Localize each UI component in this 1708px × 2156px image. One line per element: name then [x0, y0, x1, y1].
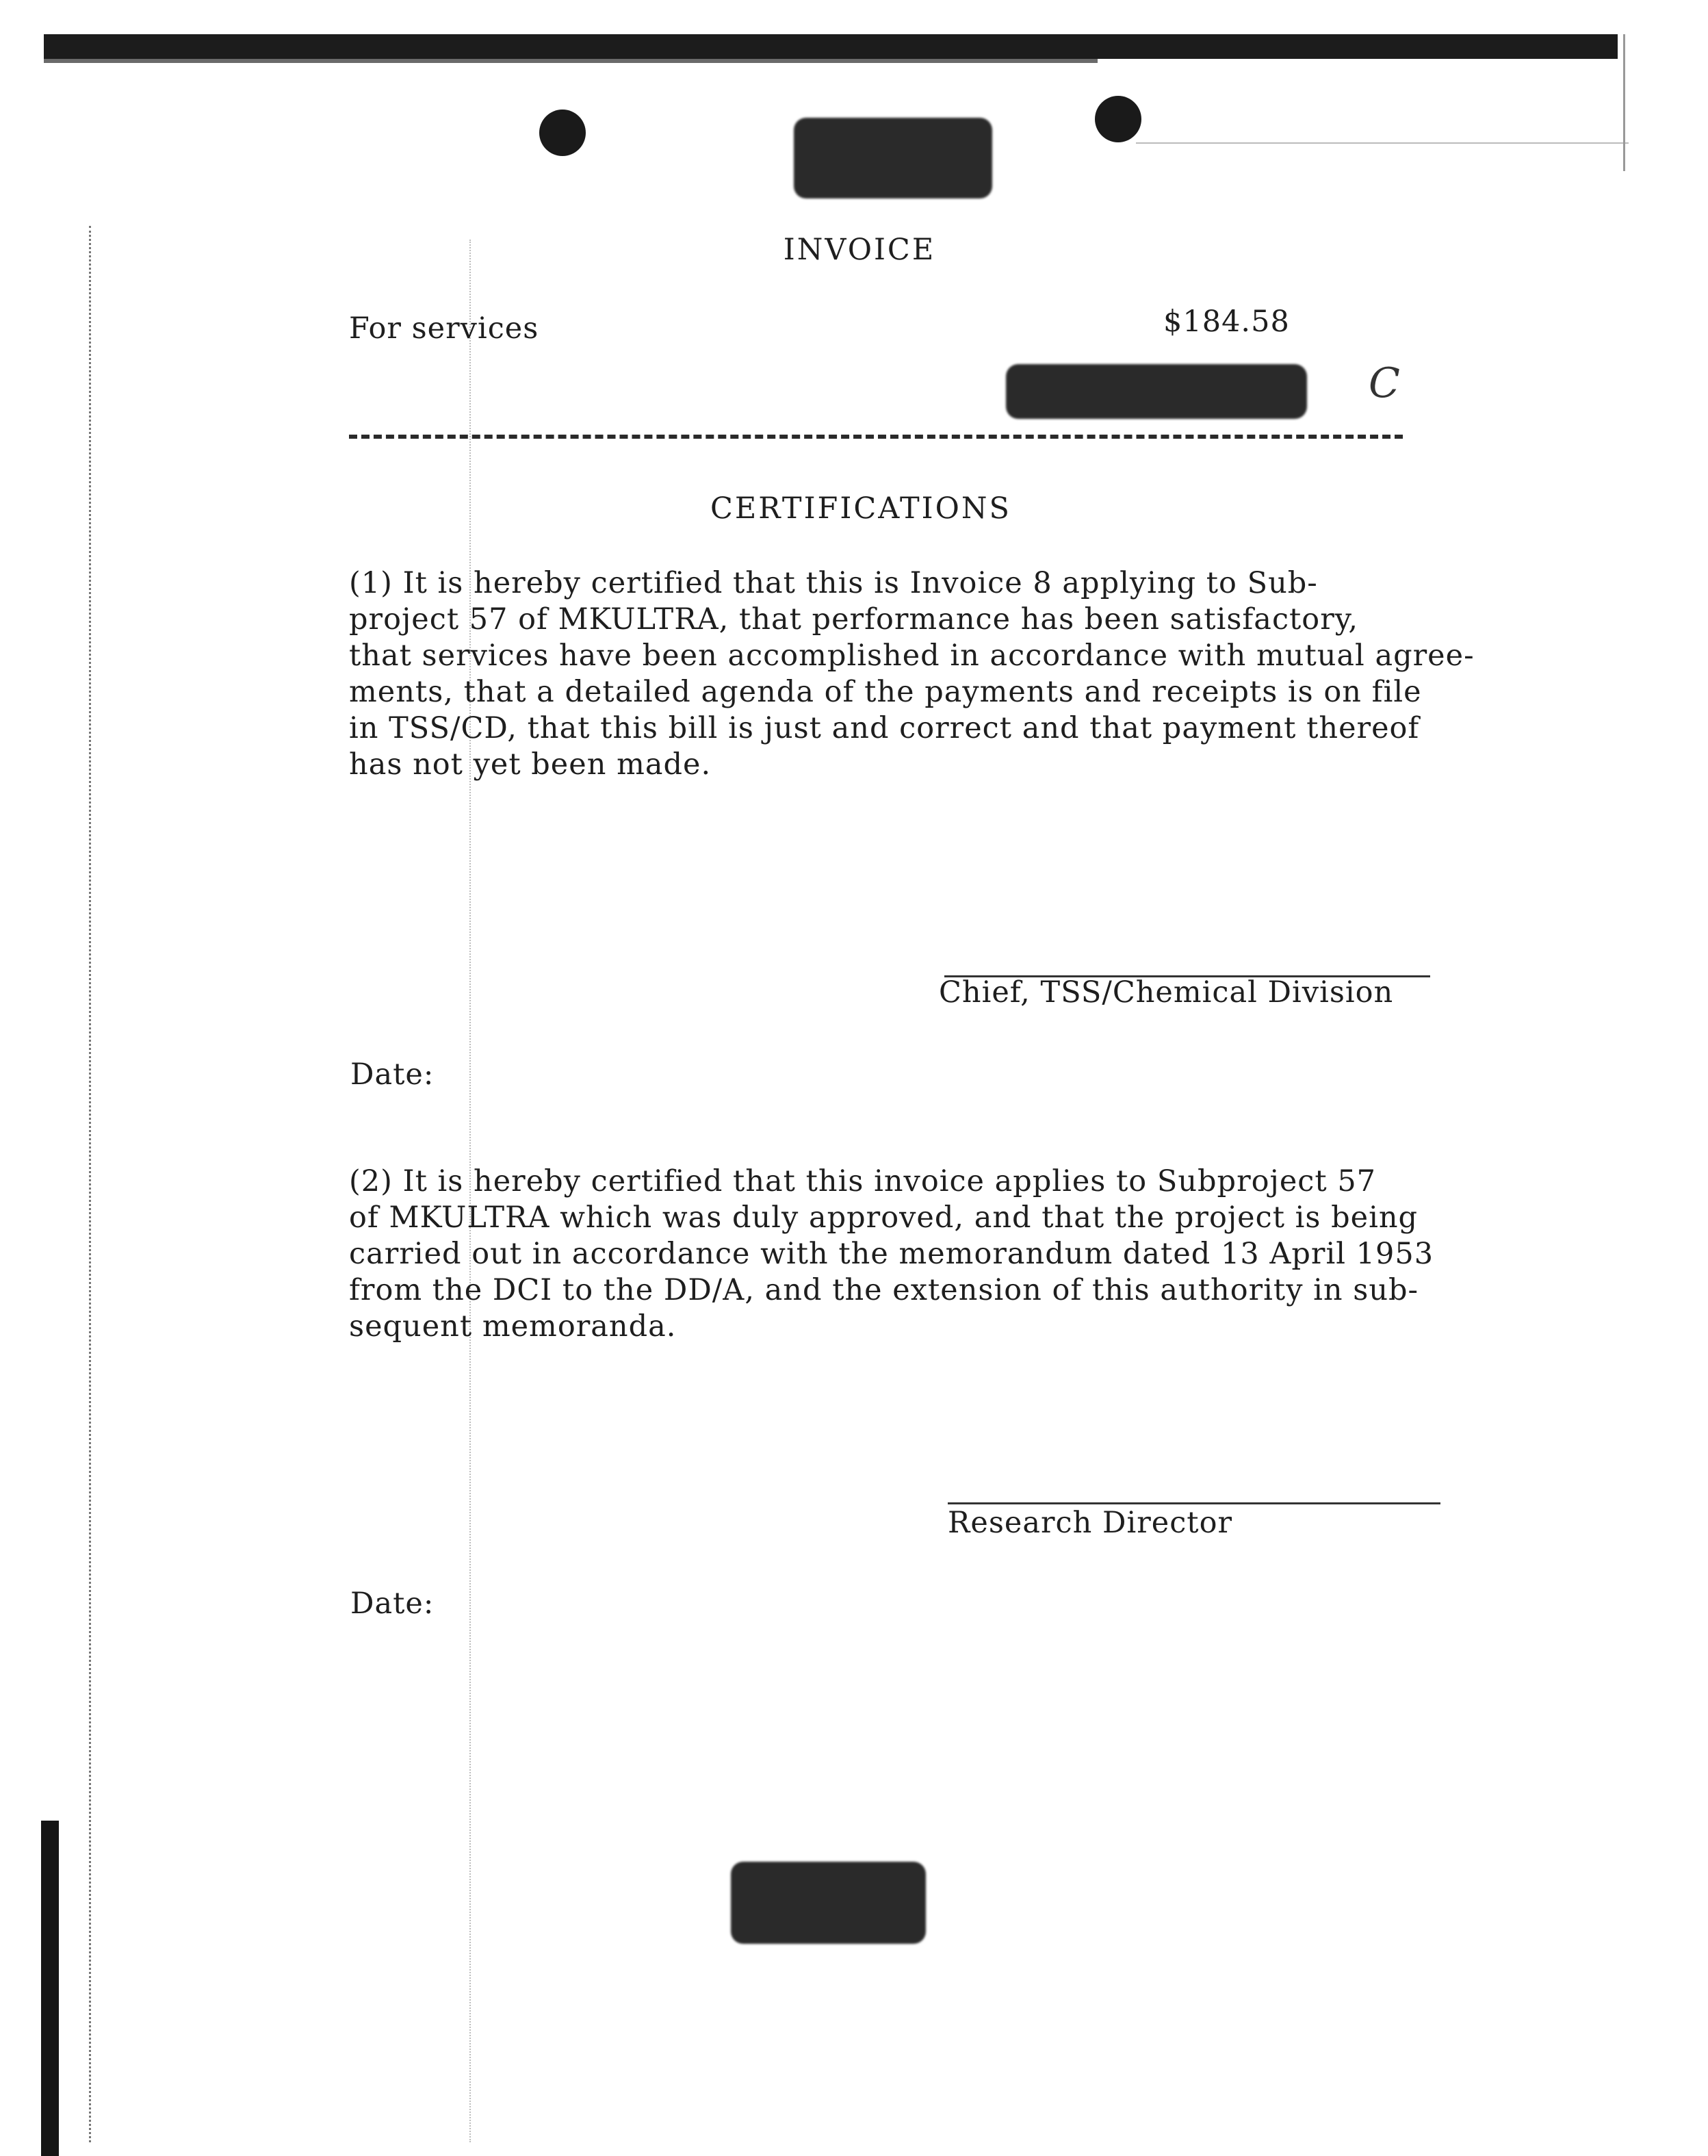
date-label-2: Date:	[350, 1587, 435, 1621]
document-title: INVOICE	[783, 233, 936, 267]
certification-1-line: (1) It is hereby certified that this is Invoice 8 applying to Sub-	[349, 566, 1318, 600]
redaction-bottom	[731, 1862, 926, 1944]
certification-1-line: ments, that a detailed agenda of the payments and receipts is on file	[349, 675, 1422, 709]
certification-1-line: has not yet been made.	[349, 747, 712, 782]
dashed-separator	[349, 435, 1403, 439]
handwritten-mark: C	[1369, 359, 1400, 407]
signature-1-title: Chief, TSS/Chemical Division	[939, 975, 1394, 1010]
certification-2-line: carried out in accordance with the memorandum dated 13 April 1953	[349, 1237, 1434, 1271]
signature-line-2	[948, 1502, 1440, 1504]
punch-hole-right	[1095, 96, 1141, 142]
scan-left-edge	[41, 1821, 59, 2156]
certification-2-line: (2) It is hereby certified that this invoice applies to Subproject 57	[349, 1164, 1377, 1198]
certification-1-line: project 57 of MKULTRA, that performance has been satisfactory,	[349, 602, 1358, 637]
redaction-amount	[1006, 364, 1307, 419]
line-item-amount: $184.58	[1163, 305, 1290, 339]
certifications-heading: CERTIFICATIONS	[710, 491, 1011, 526]
redaction-top	[794, 118, 992, 198]
certification-2-line: of MKULTRA which was duly approved, and that the project is being	[349, 1201, 1419, 1235]
certification-2-paragraph	[349, 1164, 1434, 1345]
certification-1-line: in TSS/CD, that this bill is just and correct and that payment thereof	[349, 711, 1420, 745]
certification-2-line: from the DCI to the DD/A, and the extension of this authority in sub-	[349, 1273, 1419, 1307]
punch-hole-left	[539, 110, 586, 156]
scan-top-right-line	[1136, 142, 1629, 144]
line-item-label: For services	[349, 311, 539, 346]
scan-top-bar-shadow	[44, 59, 1098, 63]
scan-right-edge	[1623, 34, 1625, 171]
signature-2-title: Research Director	[948, 1506, 1233, 1540]
certification-1-paragraph	[349, 565, 1475, 783]
scan-top-bar	[44, 34, 1618, 59]
certification-1-line: that services have been accomplished in accordance with mutual agree-	[349, 639, 1475, 673]
certification-2-line: sequent memoranda.	[349, 1309, 677, 1344]
date-label-1: Date:	[350, 1057, 435, 1092]
